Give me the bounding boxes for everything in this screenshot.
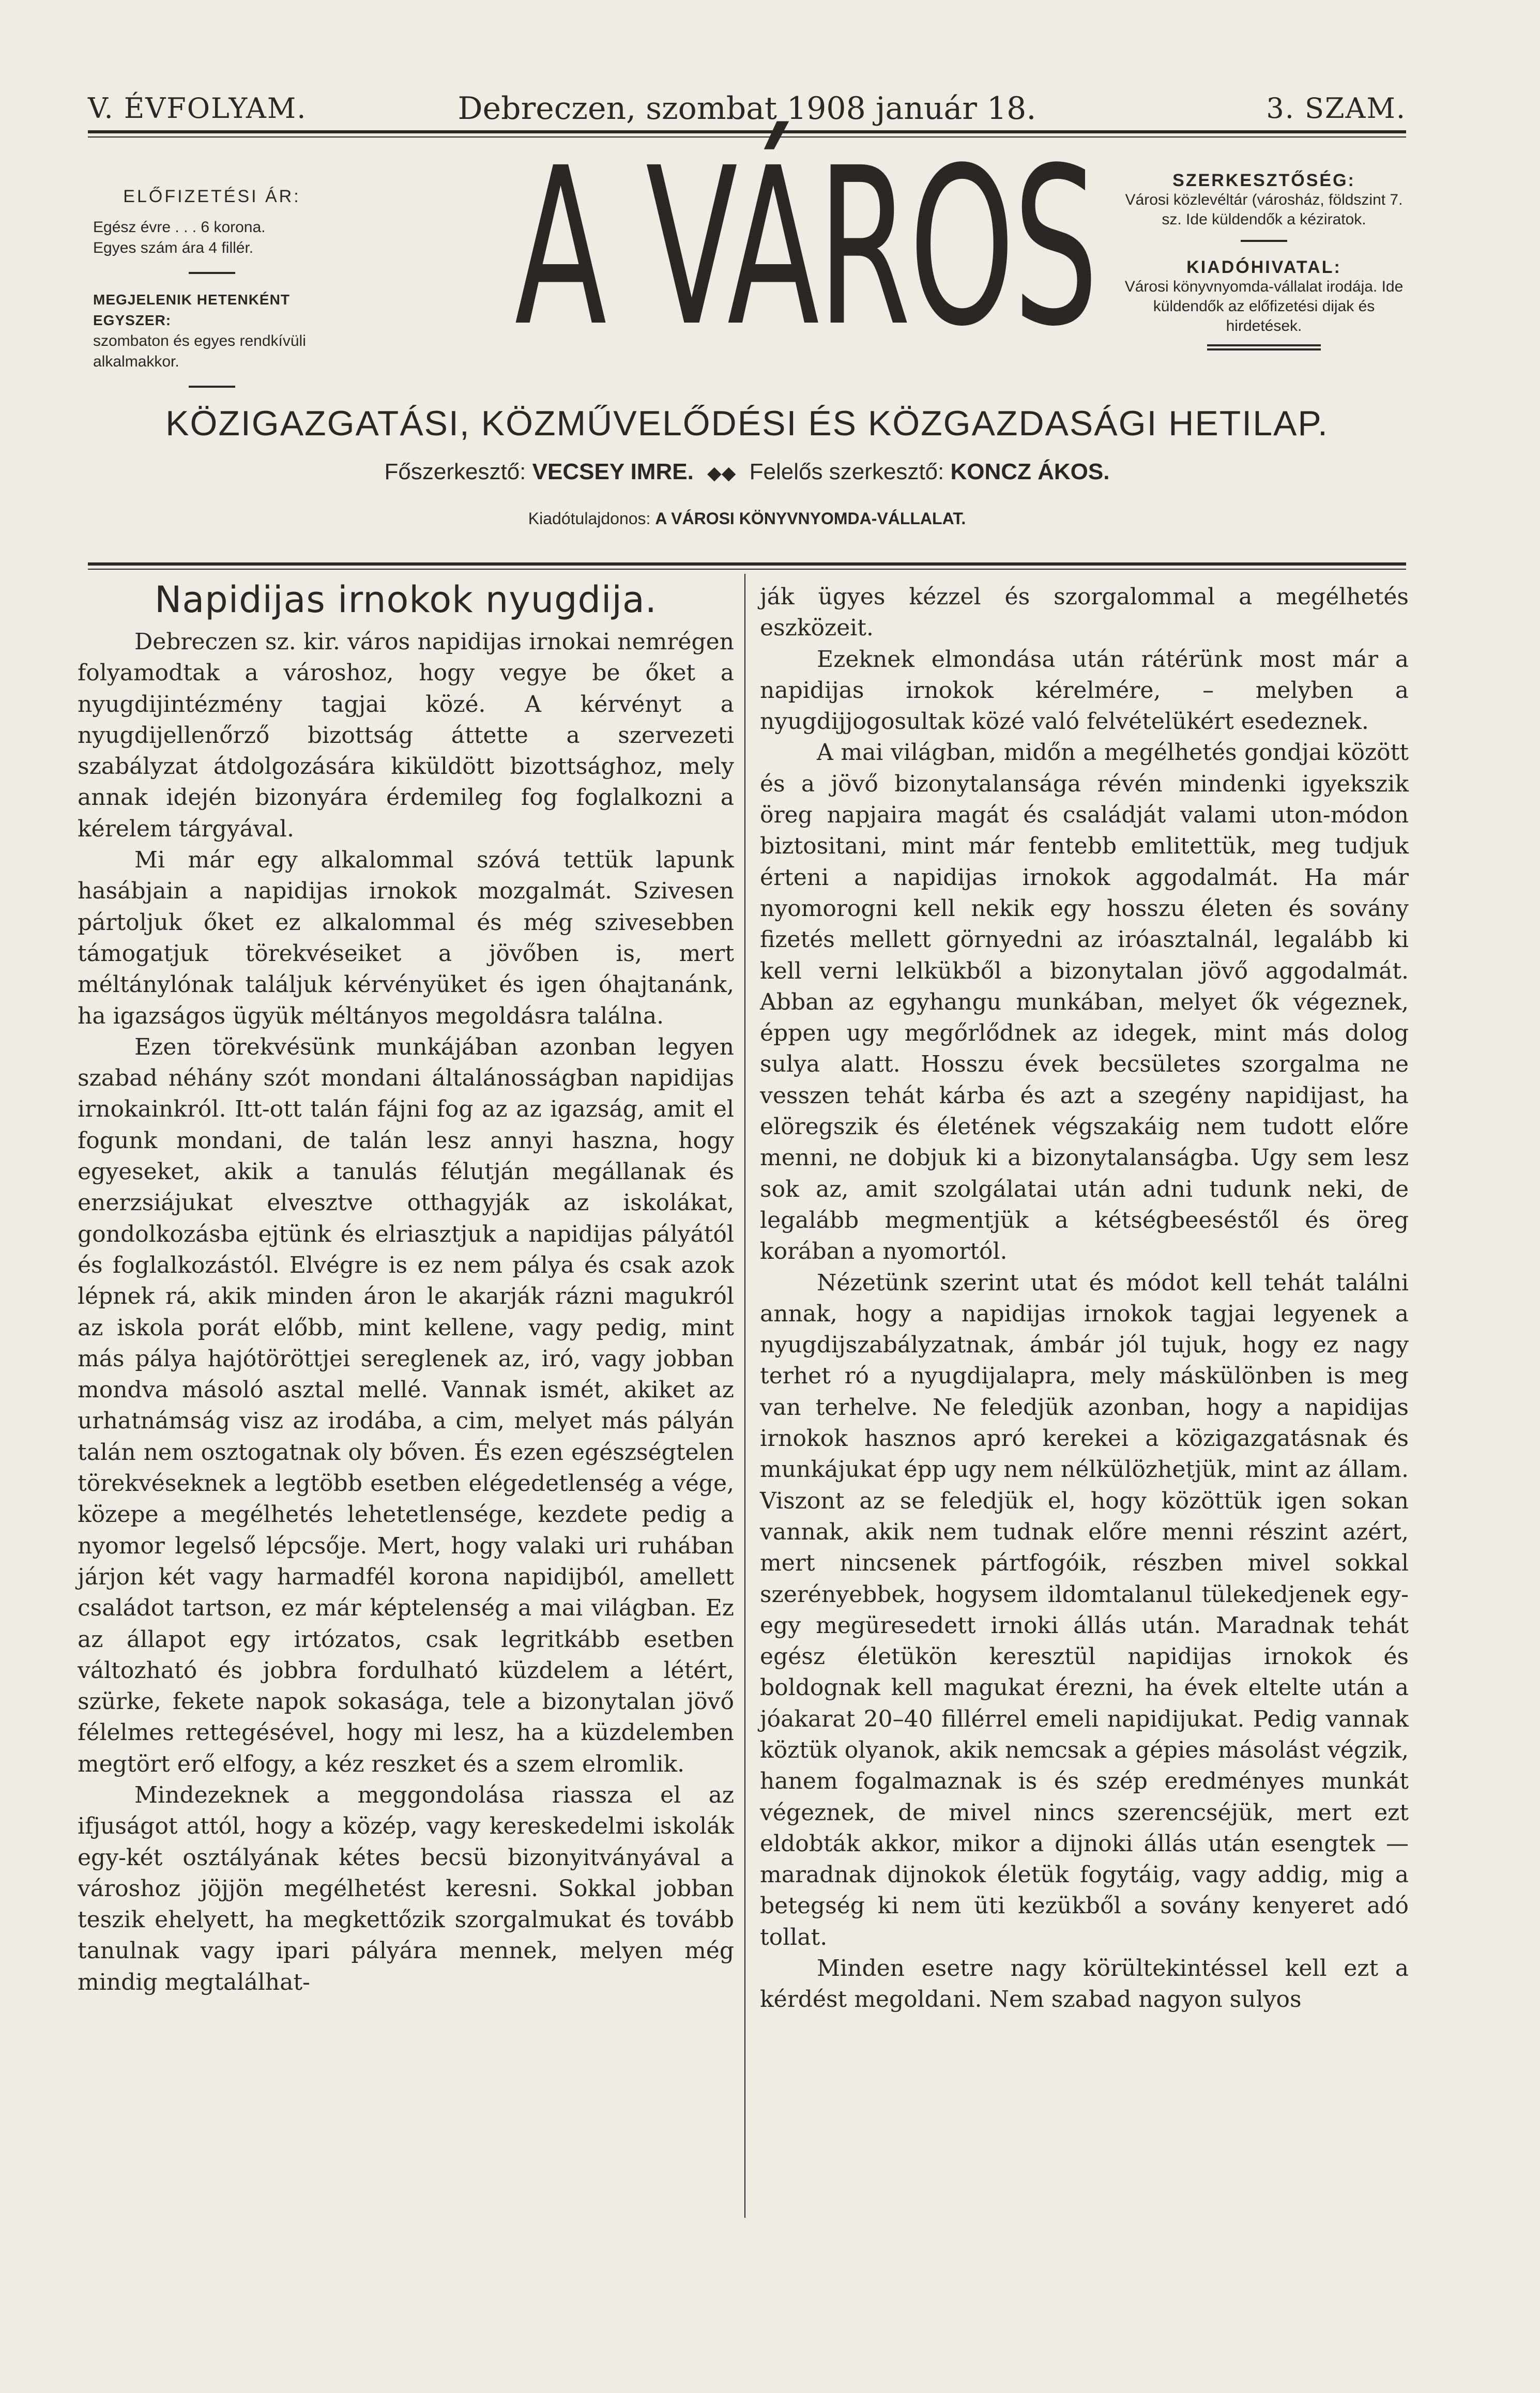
masthead-title: A VÁROS bbox=[514, 121, 1097, 374]
column-rule bbox=[744, 574, 745, 2218]
divider bbox=[1207, 344, 1321, 350]
diamond-separator: ◆◆ bbox=[707, 462, 736, 483]
publishing-office-text: Városi könyvnyomda-vállalat irodája. Ide küldendők az előfizetési dijak és hirdetések. bbox=[1124, 278, 1404, 334]
paragraph: ják ügyes kézzel és szorgalommal a megélhetés eszközeit. bbox=[760, 584, 1409, 642]
paragraph: Ezeknek elmondása után rátérünk most már a napidijas irnokok kérelmére, – melyben a nyugdijjogosultak közé való felvételükért esedeznek. bbox=[760, 646, 1409, 735]
editorial-text: Városi közlevéltár (városház, földszint 7. sz. Ide küldendők a kéziratok. bbox=[1125, 191, 1403, 228]
editorial-heading: SZERKESZTŐSÉG: bbox=[1172, 171, 1355, 190]
chief-editor-label: Főszerkesztő: bbox=[384, 459, 526, 484]
volume-label: V. ÉVFOLYAM. bbox=[88, 92, 307, 125]
subscription-yearly: Egész évre . . . 6 korona. bbox=[93, 219, 266, 236]
appears-heading: MEGJELENIK HETENKÉNT EGYSZER: bbox=[93, 292, 290, 328]
masthead-rule bbox=[88, 562, 1406, 570]
publisher-name: A VÁROSI KÖNYVNYOMDA-VÁLLALAT. bbox=[655, 509, 966, 528]
paragraph: Mindezeknek a meggondolása riassza el az ifjuságot attól, hogy a közép, vagy kereskedelmi iskolák egy-két osztályának kétes becsü bizonyitványával a városhoz jöjjön megélhetést keresni. Sokkal jobban teszik ehelyett, ha megkettőzik szorgalmukat és tovább tanulnak vagy ipari pályára mennek, melyen még mindig megtalálhat- bbox=[78, 1781, 734, 1995]
divider bbox=[189, 272, 235, 274]
divider bbox=[1241, 240, 1287, 242]
paragraph: Nézetünk szerint utat és módot kell tehát találni annak, hogy a napidijas irnokok tagjai legyenek a nyugdijszabályzatnak, ámbár jól tujuk, hogy ez nagy terhet ró a nyugdijalapra, mely máskülönben is meg van terhelve. Ne feledjük azonban, hogy a napidijas irnokok hasznos apró kerekei a közigazgatásnak és munkájukat épp ugy nem nélkülözhetjük, mint az állam. Viszont az se feledjük el, hogy közöttük igen sokan vannak, akik nem tudnak előre menni részint azért, mert nincsenek pártfogóik, részben mivel sokkal szerényebbek, hogysem ildomtalanul tülekedjenek egy-egy megüresedett irnoki állás után. Maradnak tehát egész életükön keresztül napidijas irnokok és boldognak kell magukat érezni, ha évek eltelte után a jóakarat 20–40 fillérrel emeli napidijukat. Pedig vannak köztük olyanok, akik nemcsak a gépies másolást végzik, hanem fogalmaznak is és szép eredményes munkát végeznek, de mivel nincs szerencséjük, mert ezt eldobták akkor, mikor a dijnoki állás után esengtek — maradnak dijnokok életük fogytáig, vagy addig, mig a betegség ki nem üti kezükből a sovány kenyeret adó tollat. bbox=[760, 1269, 1409, 1950]
editorial-office-box bbox=[1117, 171, 1411, 350]
appears-text: szombaton és egyes rendkívüli alkalmakkor. bbox=[93, 332, 306, 370]
masthead-subtitle: KÖZIGAZGATÁSI, KÖZMŰVELŐDÉSI ÉS KÖZGAZDASÁGI HETILAP. bbox=[165, 404, 1329, 443]
paragraph: Minden esetre nagy körültekintéssel kell ezt a kérdést megoldani. Nem szabad nagyon sulyos bbox=[760, 1955, 1409, 2013]
divider bbox=[189, 386, 235, 388]
subscription-box bbox=[78, 186, 346, 388]
article-column-1 bbox=[78, 627, 734, 1998]
subscription-single: Egyes szám ára 4 fillér. bbox=[93, 239, 254, 256]
issue-date: Debreczen, szombat 1908 január 18. bbox=[458, 90, 1036, 127]
article-title: Napidijas irnokok nyugdija. bbox=[155, 578, 657, 621]
publisher-label: Kiadótulajdonos: bbox=[528, 509, 651, 528]
paragraph: A mai világban, midőn a megélhetés gondjai között és a jövő bizonytalansága révén mindenki igyekszik öreg napjaira magát és családját valami uton-módon biztositani, mint már fentebb emlitettük, meg tudjuk érteni a napidijas irnokok aggodalmát. Ha már nyomorogni kell nekik egy hosszu életen és sovány fizetés mellett görnyedni az iróasztalnál, legalább ki kell verni lelkükből a bizonytalan jövő aggodalmát. Abban az egyhangu munkában, melyet ők végeznek, éppen ugy megőrlődnek az idegek, mint más dolog sulya alatt. Hosszu évek becsületes szorgalma ne vesszen tehát kárba és azt a szegény napidijast, ha elöregszik és életének végszakáig nem tudott előre menni, ne dobjuk ki a bizonytalanságba. Ugy sem lesz sok az, amit szolgálatai után adni tudunk neki, de legalább megmentjük a kétségbeeséstől és öreg korában a nyomortól. bbox=[760, 739, 1409, 1265]
paragraph: Mi már egy alkalommal szóvá tettük lapunk hasábjain a napidijas irnokok mozgalmát. Szivesen pártoljuk őket ez alkalommal és még szivesebben támogatjuk törekvéseiket a jövőben is, mert méltánylónak találjuk kérvényüket és igen óhajtanánk, ha igazságos ügyük méltányos megoldásra találna. bbox=[78, 847, 734, 1029]
paragraph: Debreczen sz. kir. város napidijas irnokai nemrégen folyamodtak a városhoz, hogy vegye be őket a nyugdijintézmény tagjai közé. A kérvényt a nyugdijellenőrző bizottság áttette a szervezeti szabályzat átdolgozására kiküldött bizottsághoz, mely annak idején bizonyára érdemileg fog foglalkozni a kérelem tárgyával. bbox=[78, 629, 734, 842]
chief-editor-name: VECSEY IMRE. bbox=[532, 459, 694, 484]
responsible-editor-name: KONCZ ÁKOS. bbox=[950, 459, 1110, 484]
responsible-editor-label: Felelős szerkesztő: bbox=[749, 459, 944, 484]
publisher-line bbox=[78, 509, 1416, 528]
subscription-heading: ELŐFIZETÉSI ÁR: bbox=[123, 187, 301, 206]
issue-number: 3. SZAM. bbox=[1266, 92, 1406, 125]
publishing-office-heading: KIADÓHIVATAL: bbox=[1186, 257, 1341, 277]
article-column-2 bbox=[760, 582, 1409, 2016]
paragraph: Ezen törekvésünk munkájában azonban legyen szabad néhány szót mondani általánosságban napidijas irnokainkról. Itt-ott talán fájni fog az az igazság, amit el fogunk mondani, de talán lesz annyi haszna, hogy egyeseket, akik a tanulás félutján megállanak és enerzsiájukat elvesztve otthagyják az iskolákat, gondolkozásba ejtünk és elriasztjuk a napidijas pályától és foglalkozástól. Elvégre is ez nem pálya és csak azok lépnek rá, akik minden áron le akarják rázni magukról az iskola porát előbb, mint kellene, vagy pedig, mint más pálya hajótöröttjei sereglenek az, iró, vagy jobban mondva másoló asztal mellé. Vannak ismét, akiket az urhatnámság visz az irodába, a cim, melyet más pályán talán nem osztogatnak oly bőven. És ezen egészségtelen törekvéseknek a legtöbb esetben elégedetlenség a vége, közepe a megélhetés lehetetlensége, kezdete pedig a nyomor legelső lépcsője. Mert, hogy valaki uri ruhában járjon két vagy harmadfél korona napidijból, amellett családot tartson, ez már képtelenség a mai világban. Ez az állapot egy irtózatos, csak legritkább esetben változható és jobbra fordulható küzdelem a létért, szürke, fekete napok sokasága, tele a bizonytalan jövő félelmes rettegésével, hogy mi lesz, ha a küzdelemben megtört erő elfogy, a kéz reszket és a szem elromlik. bbox=[78, 1033, 734, 1777]
editors-line bbox=[78, 459, 1416, 485]
